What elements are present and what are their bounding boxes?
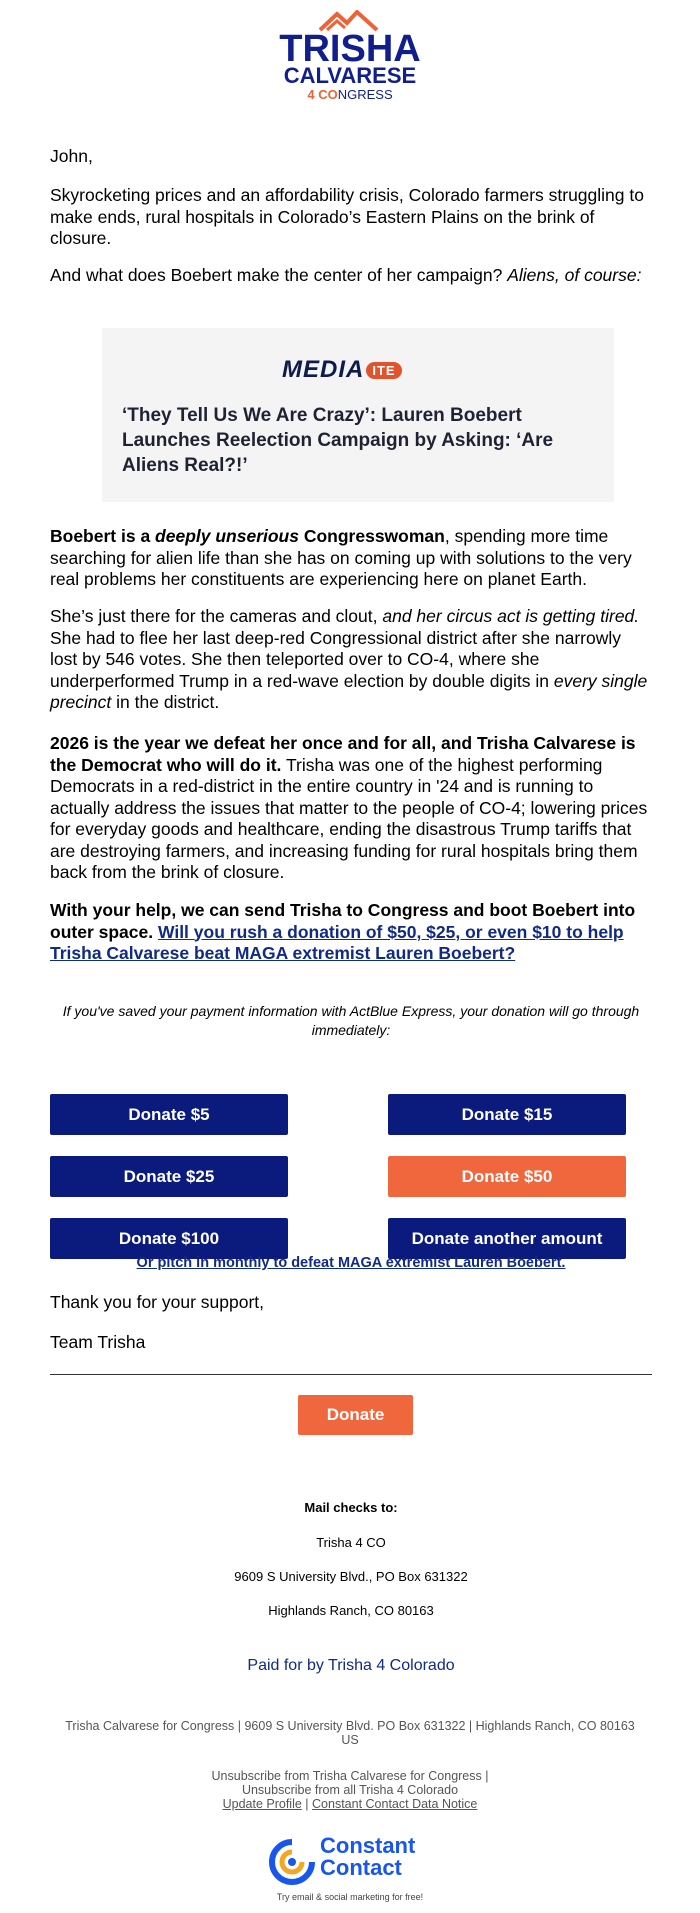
- thank-you-text: Thank you for your support,: [50, 1292, 264, 1312]
- logo-4co: 4 CO: [307, 87, 338, 102]
- donate-5-button[interactable]: Donate $5: [50, 1094, 288, 1135]
- greeting: John,: [50, 146, 93, 166]
- constant-contact-tagline[interactable]: Try email & social marketing for free!: [276, 1892, 424, 1902]
- paid-for-by: Paid for by Trisha 4 Colorado: [247, 1657, 455, 1674]
- divider: [50, 1374, 652, 1375]
- actblue-express-note: If you've saved your payment information with ActBlue Express, your donation will go through immediately:: [62, 1003, 640, 1038]
- unsubscribe-campaign-link[interactable]: Unsubscribe from Trisha Calvarese for Congress |: [211, 1769, 489, 1783]
- donate-100-button[interactable]: Donate $100: [50, 1218, 288, 1259]
- donate-other-amount-button[interactable]: Donate another amount: [388, 1218, 626, 1259]
- logo-name-last: CALVARESE: [283, 63, 417, 88]
- donate-25-button[interactable]: Donate $25: [50, 1156, 288, 1197]
- article-headline: ‘They Tell Us We Are Crazy’: Lauren Boebert Launches Reelection Campaign by Asking: ‘Are Aliens Real?!’: [122, 405, 554, 476]
- mail-line-1: Trisha 4 CO: [316, 1535, 386, 1550]
- paragraph-1: Skyrocketing prices and an affordability crisis, Colorado farmers struggling to make ends, rural hospitals in Colorado’s Eastern Plains on the brink of closure.: [50, 185, 644, 248]
- unsubscribe-all-link[interactable]: Unsubscribe from all Trisha 4 Colorado: [241, 1783, 459, 1797]
- constant-contact-swirl-icon: [268, 1838, 316, 1886]
- donate-button[interactable]: Donate: [298, 1395, 413, 1435]
- logo-congress-rest: NGRESS: [337, 87, 393, 102]
- logo-congress: [0, 87, 700, 103]
- donate-15-button[interactable]: Donate $15: [388, 1094, 626, 1135]
- paragraph-4: She’s just there for the cameras and clout, and her circus act is getting tired. She had to flee her last deep-red Congressional district after she narrowly lost by 546 votes. She then teleported over to CO-4, where she underperformed Trump in a red-wave election by double digits in every single precinct in the district.: [50, 606, 648, 712]
- monthly-donation-link[interactable]: Or pitch in monthly to defeat MAGA extremist Lauren Boebert.: [136, 1255, 566, 1271]
- data-notice-link[interactable]: Constant Contact Data Notice: [312, 1797, 478, 1811]
- paragraph-3: Boebert is a deeply unserious Congresswoman, spending more time searching for alien life than she has on coming up with solutions to the very real problems her constituents are experiencing here on planet Earth.: [50, 526, 632, 589]
- paragraph-6: With your help, we can send Trisha to Congress and boot Boebert into outer space. Will you rush a donation of $50, $25, or even $10 to help Trisha Calvarese beat MAGA extremist Lauren Boebert?: [50, 900, 636, 963]
- constant-contact-wordmark: Constant Contact: [320, 1833, 416, 1880]
- donation-ask-link[interactable]: Will you rush a donation of $50, $25, or even $10 to help Trisha Calvarese beat MAGA extremist Lauren Boebert?: [50, 921, 624, 963]
- mediaite-article-image[interactable]: [102, 328, 614, 502]
- paragraph-2: And what does Boebert make the center of her campaign? Aliens, of course:: [50, 265, 642, 285]
- footer-separator: |: [301, 1797, 313, 1811]
- mail-line-2: 9609 S University Blvd., PO Box 631322: [234, 1569, 468, 1584]
- footer-address: Trisha Calvarese for Congress | 9609 S University Blvd. PO Box 631322 | Highlands Ranch, CO 80163 US: [65, 1719, 635, 1747]
- footer-links: [60, 1769, 640, 1811]
- donate-50-button[interactable]: Donate $50: [388, 1156, 626, 1197]
- constant-contact-logo[interactable]: [268, 1835, 438, 1890]
- mail-line-3: Highlands Ranch, CO 80163: [268, 1603, 434, 1618]
- campaign-logo[interactable]: [0, 10, 700, 103]
- signoff: Team Trisha: [50, 1332, 146, 1352]
- mail-checks-heading: Mail checks to:: [304, 1500, 398, 1515]
- update-profile-link[interactable]: Update Profile: [222, 1797, 302, 1811]
- mediaite-logo: MEDIA ITE: [282, 356, 402, 384]
- logo-name-first: TRISHA: [279, 28, 421, 70]
- paragraph-5: 2026 is the year we defeat her once and for all, and Trisha Calvarese is the Democrat who will do it. Trisha was one of the highest performing Democrats in a red-district in the entire country in '24 and is running to actually address the issues that matter to the people of CO-4; lowering prices for everyday goods and healthcare, ending the disastrous Trump tariffs that are destroying farmers, and increasing funding for rural hospitals bring them back from the brink of closure.: [50, 733, 648, 882]
